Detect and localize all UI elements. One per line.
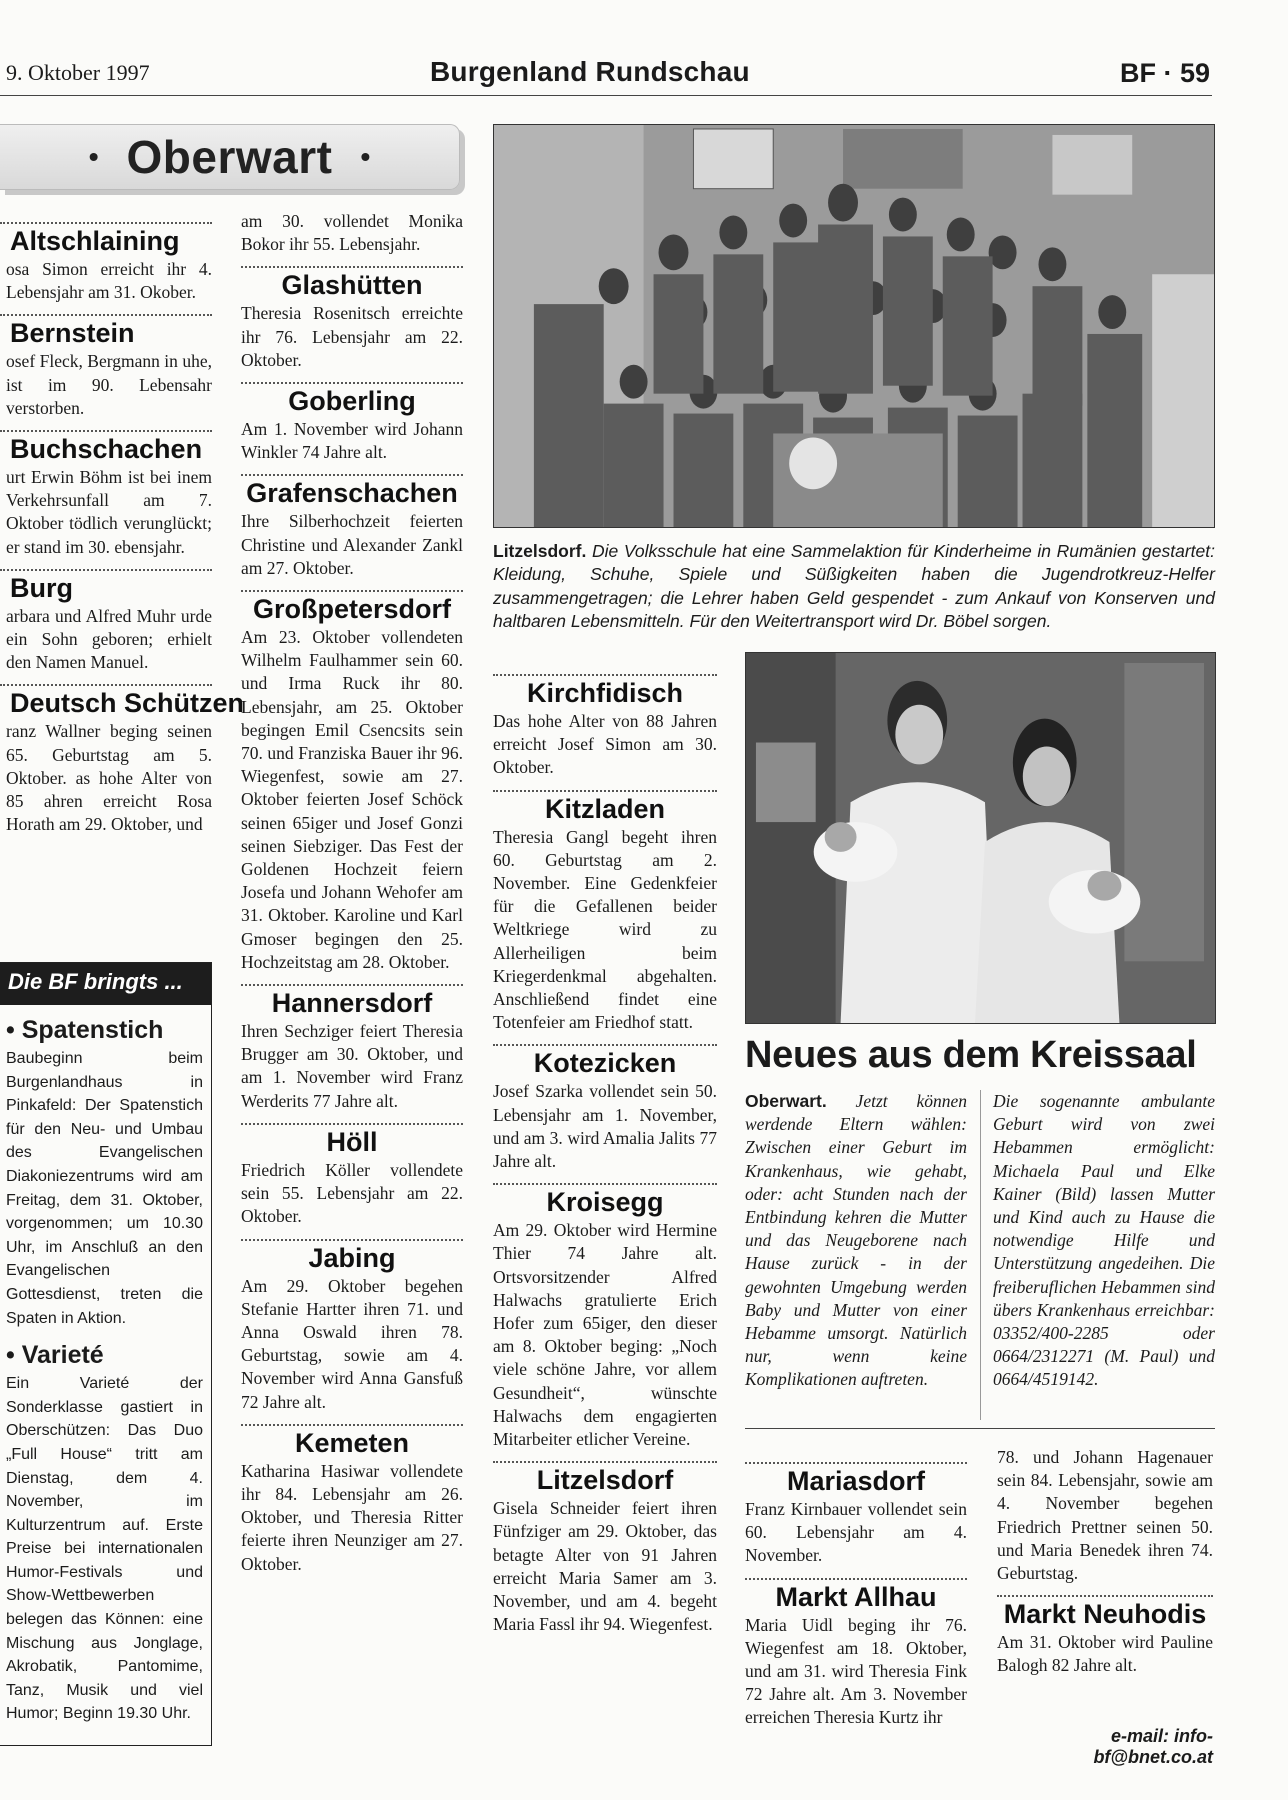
page-number: BF · 59 xyxy=(1119,58,1210,88)
feature-text-1: Jetzt können werdende Eltern wählen: Zwischen einer Geburt im Krankenhaus, wie gehabt, oder: acht Stunden nach der Entbindung kehren die Mutter und das Neugeborene nach Hause zurück - in der gewohnten Umgebung werden Baby und Mutter von einer Hebamme umsorgt. Natürlich nur, wenn keine Komplikationen auftreten. xyxy=(745,1091,967,1390)
item-heading: Hannersdorf xyxy=(271,988,433,1019)
item-heading: Burg xyxy=(10,572,73,603)
school-group-photo-image xyxy=(494,125,1214,527)
item-text: Ihre Silberhochzeit feierten Christine und Alexander Zankl am 27. Oktober. xyxy=(241,511,463,578)
item-heading: Buchschachen xyxy=(10,434,203,465)
item-text: Das hohe Alter von 88 Jahren erreicht Josef Simon am 30. Oktober. xyxy=(493,711,717,778)
item-text: Theresia Rosenitsch erreichte ihr 76. Lebensjahr am 22. Oktober. xyxy=(241,303,463,370)
promo-text: Ein Varieté der Sonderklasse gastiert in Oberschützen: Das Duo „Full House“ tritt am Dienstag, dem 4. November, im Kulturzentrum auf. Erste Preise bei internationalen Humor-Festivals und Show-Wettbewerben belegen das Können: eine Mischung aus Jonglage, Akrobatik, Pantomime, Tanz, Musik und viel Humor; Beginn 19.30 Uhr. xyxy=(6,1375,203,1723)
item-text: Theresia Gangl begeht ihren 60. Geburtstag am 2. November. Eine Gedenkfeier für die Gefallenen beider Weltkriege wird zu Allerheiligen beim Kriegerdenkmal abgehalten. Anschließend findet eine Totenfeier am Friedhof statt. xyxy=(493,826,717,1033)
promo-section xyxy=(0,1330,211,1726)
item-text: Friedrich Köller vollendete sein 55. Lebensjahr am 22. Oktober. xyxy=(241,1159,463,1227)
item-heading: Grafenschachen xyxy=(246,478,458,509)
promo-heading: Die BF bringts ... xyxy=(0,963,211,1005)
caption-place: Litzelsdorf. xyxy=(493,541,587,561)
column-4 xyxy=(745,1458,967,1736)
item-text: Am 1. November wird Johann Winkler 74 Jahre alt. xyxy=(241,419,463,463)
item-text: Josef Szarka vollendet sein 50. Lebensjahr am 1. November, und am 3. wird Amalia Jalits 77 Jahre alt. xyxy=(493,1081,717,1172)
school-group-photo xyxy=(493,124,1215,528)
item-heading: Deutsch Schützen xyxy=(10,688,245,719)
item-text: Gisela Schneider feiert ihren Fünfziger am 29. Oktober, das betagte Alter von 91 Jahren erreicht Maria Samer am 3. November, und am 4. begeht Maria Fassl ihr 94. Wiegenfest. xyxy=(493,1498,717,1635)
promo-title: • Varieté xyxy=(6,1341,104,1370)
feature-text-2: Die sogenannte ambulante Geburt wird von zwei Hebammen ermöglicht: Michaela Paul und Elke Kainer (Bild) lassen Mutter und Kind auch zu Hause die notwendige Hilfe und Unterstützung angedeihen. Die freiberuflichen Hebammen sind übers Krankenhaus erreichbar: 03352/400-2285 oder 0664/2312271 (M. Paul) und 0664/4519142. xyxy=(993,1091,1215,1390)
promo-section xyxy=(0,1005,211,1330)
item-heading: Kotezicken xyxy=(533,1048,677,1079)
banner-bullet-left: • xyxy=(88,141,99,172)
item-heading: Markt Allhau xyxy=(775,1581,937,1612)
item-heading: Altschlaining xyxy=(10,226,180,256)
midwives-photo xyxy=(745,652,1216,1024)
item-text: Am 29. Oktober wird Hermine Thier 74 Jahre alt. Ortsvorsitzender Alfred Halwachs gratulierte Erich Hofer zum 65iger, den dieser am 8. Oktober beging: „Noch viele schöne Jahre, vor allem Gesundheit“, wünschte Halwachs dem engagierten Mitarbeiter etlicher Vereine. xyxy=(493,1220,717,1450)
banner-bullet-right: • xyxy=(360,141,371,172)
midwives-photo-image xyxy=(746,653,1215,1023)
newspaper-title: Burgenland Rundschau xyxy=(430,56,750,87)
item-text: osef Fleck, Bergmann in uhe, ist im 90. Lebensahr verstorben. xyxy=(6,351,212,418)
item-heading: Großpetersdorf xyxy=(252,594,452,625)
feature-rule xyxy=(745,1428,1215,1429)
item-text: Ihren Sechziger feiert Theresia Brugger am 30. Oktober, und am 1. November wird Franz Werderits 77 Jahre alt. xyxy=(241,1021,463,1111)
column-rule xyxy=(980,1090,981,1420)
item-text: ranz Wallner beging seinen 65. Geburtstag am 5. Oktober. as hohe Alter von 85 ahren erreicht Rosa Horath am 29. Oktober, und xyxy=(6,721,212,835)
item-heading: Glashütten xyxy=(281,270,423,301)
item-text: Maria Uidl beging ihr 76. Wiegenfest am 18. Oktober, und am 31. wird Theresia Fink 72 Jahre alt. Am 3. November erreichen Theresia Kurtz ihr xyxy=(745,1614,967,1728)
issue-date: 9. Oktober 1997 xyxy=(6,60,150,85)
item-heading: Jabing xyxy=(308,1242,396,1273)
school-photo-caption xyxy=(493,540,1215,634)
feature-column-1 xyxy=(745,1090,967,1392)
column-3 xyxy=(493,670,717,1643)
item-text: Am 31. Oktober wird Pauline Balogh 82 Jahre alt. xyxy=(997,1632,1213,1676)
column-1 xyxy=(0,218,245,842)
item-text-continued: am 30. vollendet Monika Bokor ihr 55. Lebensjahr. xyxy=(241,211,463,255)
item-text: Katharina Hasiwar vollendete ihr 84. Lebensjahr am 26. Oktober, und Theresia Ritter feierte ihren Neunziger am 27. Oktober. xyxy=(241,1460,463,1574)
section-banner xyxy=(0,124,460,190)
item-heading: Goberling xyxy=(288,386,416,417)
column-2 xyxy=(241,210,463,1582)
item-heading: Kitzladen xyxy=(544,793,665,824)
item-heading: Kemeten xyxy=(294,1427,410,1458)
item-text: urt Erwin Böhm ist bei inem Verkehrsunfall am 7. Oktober tödlich verunglückt; er stand im 30. ebensjahr. xyxy=(6,467,212,557)
item-text: Am 29. Oktober begehen Stefanie Hartter ihren 71. und Anna Oswald ihren 78. Geburtstag, sowie am 4. November wird Anna Gansfuß 72 Jahre alt. xyxy=(241,1275,463,1412)
item-heading: Litzelsdorf xyxy=(536,1465,674,1496)
item-text-continued: 78. und Johann Hagenauer sein 84. Lebensjahr, sowie am 4. November begehen Friedrich Prettner seinen 50. und Maria Benedek ihren 74. Geburtstag. xyxy=(997,1447,1213,1584)
item-text: arbara und Alfred Muhr urde ein Sohn geboren; erhielt den Namen Manuel. xyxy=(6,605,212,673)
item-heading: Höll xyxy=(326,1126,378,1157)
feature-place: Oberwart. xyxy=(745,1091,827,1111)
promo-title: • Spatenstich xyxy=(6,1016,164,1044)
item-heading: Bernstein xyxy=(10,318,135,349)
feature-headline: Neues aus dem Kreissaal xyxy=(745,1034,1197,1076)
contact-email: e-mail: info-bf@bnet.co.at xyxy=(1093,1726,1213,1767)
item-heading: Mariasdorf xyxy=(786,1466,926,1496)
item-text: osa Simon erreicht ihr 4. Lebensjahr am 31. Okober. xyxy=(6,259,212,303)
feature-column-2 xyxy=(993,1090,1215,1392)
item-heading: Kirchfidisch xyxy=(526,678,684,708)
item-heading: Markt Neuhodis xyxy=(1003,1599,1207,1630)
section-title: Oberwart xyxy=(126,131,333,183)
column-5 xyxy=(997,1446,1213,1684)
caption-text: Die Volksschule hat eine Sammelaktion für Kinderheime in Rumänien gestartet: Kleidung, Schuhe, Spiele und Süßigkeiten haben die Jugendrotkreuz-Helfer zusammengetragen; die Lehrer haben Geld gespendet - zum Ankauf von Konserven und haltbaren Lebensmitteln. Für den Weitertransport wird Dr. Böbel sorgen. xyxy=(493,541,1215,632)
item-text: Franz Kirnbauer vollendet sein 60. Lebensjahr am 4. November. xyxy=(745,1499,967,1566)
masthead xyxy=(0,56,1212,96)
item-heading: Kroisegg xyxy=(546,1187,664,1218)
promo-box xyxy=(0,962,212,1746)
promo-text: Baubeginn beim Burgenlandhaus in Pinkafeld: Der Spatenstich für den Neu- und Umbau des Evangelischen Diakoniezentrums wird am Freitag, dem 31. Oktober, vorgenommen; um 10.30 Uhr, im Anschluß an den Evangelischen Gottesdienst, treten die Spaten in Aktion. xyxy=(6,1050,203,1327)
item-text: Am 23. Oktober vollendeten Wilhelm Faulhammer sein 60. und Irma Ruck ihr 80. Lebensjahr, am 25. Oktober begingen Emil Csencsits sein 70. und Franziska Bauer ihr 96. Wiegenfest, sowie am 27. Oktober feierten Josef Schöck seinen 65iger und Josef Gonzi seinen Siebziger. Das Fest der Goldenen Hochzeit feiern Josefa und Johann Wehofer am 31. Oktober. Karoline und Karl Gmoser begingen den 25. Hochzeitstag am 28. Oktober. xyxy=(241,627,463,972)
